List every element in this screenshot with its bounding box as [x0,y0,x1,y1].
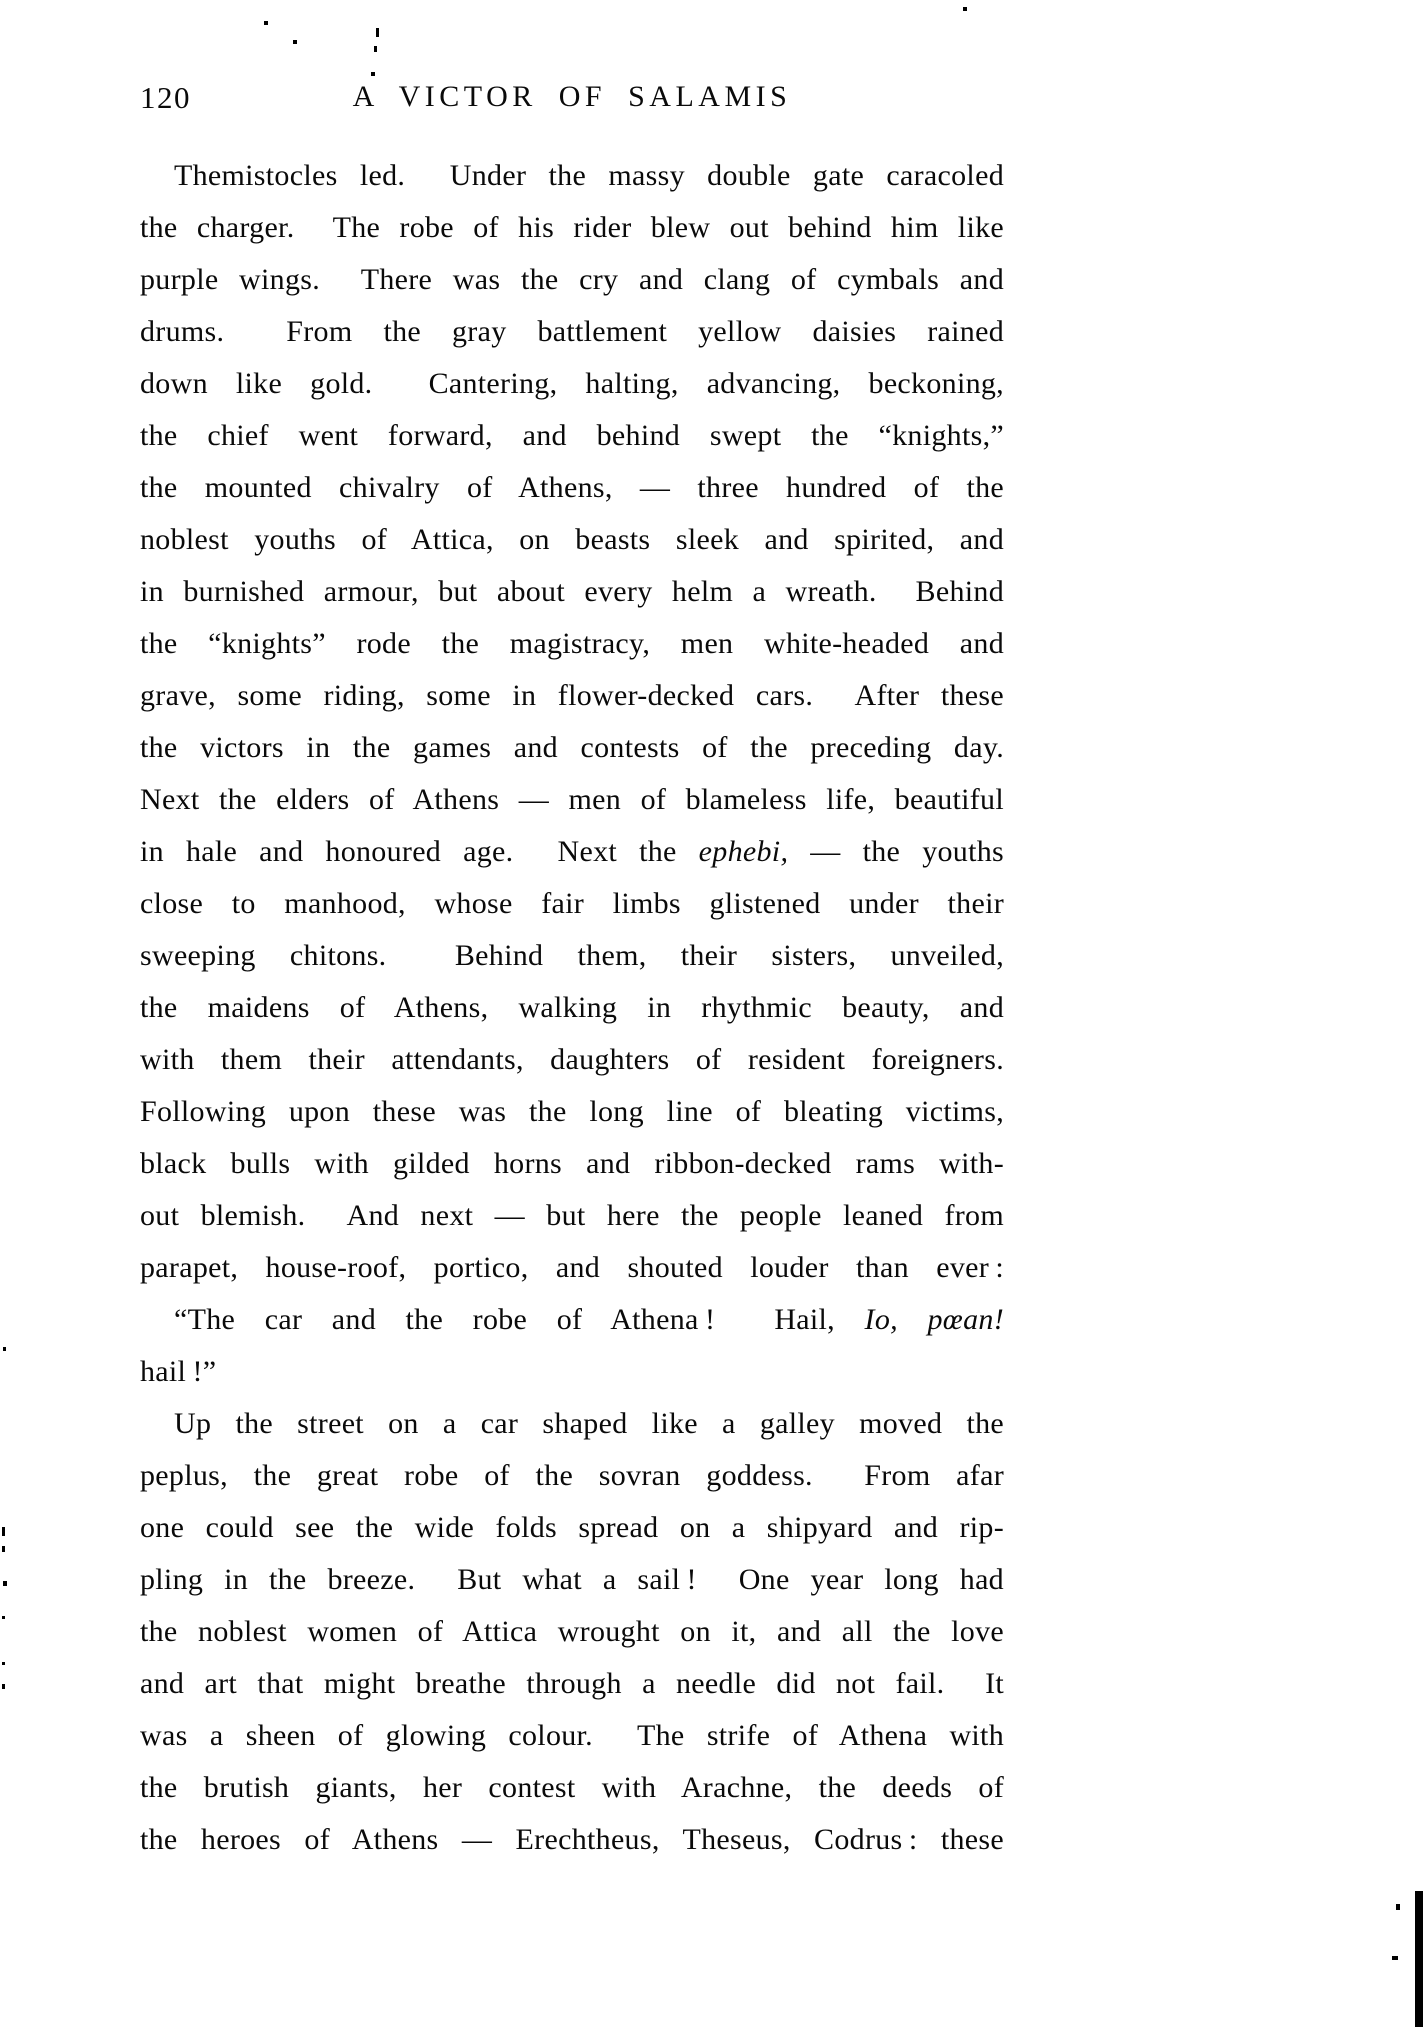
text-line [140,306,1004,358]
text-line [140,670,1004,722]
text-segment: Following upon these was the long line of bleating victims, [140,1095,1004,1128]
scan-speck [1396,1904,1400,1910]
text-segment: and art that might breathe through a needle did not fail. It [140,1667,1004,1700]
text-line [140,1554,1004,1606]
text-line [140,826,1004,878]
text-segment: in hale and honoured age. Next the [140,835,699,868]
text-segment: sweeping chitons. Behind them, their sisters, unveiled, [140,939,1004,972]
text-segment: in burnished armour, but about every helm a wreath. Behind [140,575,1004,608]
text-segment: black bulls with gilded horns and ribbon-decked rams with- [140,1147,1004,1180]
scan-speck [264,21,268,25]
text-segment: the mounted chivalry of Athens, — three hundred of the [140,471,1004,504]
text-segment: “The car and the robe of Athena ! Hail, [174,1303,865,1336]
scan-speck [2,1662,5,1665]
page-number: 120 [140,80,191,115]
text-line [140,566,1004,618]
text-segment: the chief went forward, and behind swept the “knights,” [140,419,1004,452]
page-body [140,150,1004,1866]
text-line [140,462,1004,514]
scan-speck [963,7,967,11]
text-line [140,202,1004,254]
scan-speck [3,1347,6,1351]
text-line [140,1242,1004,1294]
text-segment: close to manhood, whose fair limbs glistened under their [140,887,1004,920]
italic-text-segment: Io, pœan! [864,1303,1004,1336]
scan-speck [374,46,377,52]
italic-text-segment: ephebi, [698,835,789,868]
text-line [140,1086,1004,1138]
scan-speck [376,28,379,37]
paragraph [140,1294,1004,1398]
text-line [140,1190,1004,1242]
scan-speck [2,1527,5,1536]
text-segment: drums. From the gray battlement yellow daisies rained [140,315,1004,348]
text-line [140,982,1004,1034]
text-line [140,1294,1004,1346]
scan-speck [1392,1956,1398,1960]
text-line [140,358,1004,410]
text-line [140,1138,1004,1190]
text-segment: peplus, the great robe of the sovran goddess. From afar [140,1459,1004,1492]
text-line [140,1034,1004,1086]
text-segment: with them their attendants, daughters of resident foreigners. [140,1043,1004,1076]
scan-speck [2,1546,5,1552]
text-segment: grave, some riding, some in flower-decked cars. After these [140,679,1004,712]
running-title: A VICTOR OF SALAMIS [352,80,792,113]
text-line [140,410,1004,462]
text-line [140,930,1004,982]
text-line [140,618,1004,670]
scan-speck [371,72,375,76]
text-segment: the victors in the games and contests of the preceding day. [140,731,1004,764]
text-line [140,1450,1004,1502]
text-line [140,1502,1004,1554]
text-segment: — the youths [788,835,1005,868]
text-segment: one could see the wide folds spread on a shipyard and rip- [140,1511,1004,1544]
text-segment: hail !” [140,1355,217,1388]
text-segment: the charger. The robe of his rider blew out behind him like [140,211,1004,244]
text-segment: the heroes of Athens — Erechtheus, Theseus, Codrus : these [140,1823,1004,1856]
scan-edge-bar [1415,1891,1423,2027]
text-line [140,514,1004,566]
text-line [140,878,1004,930]
text-line [140,1710,1004,1762]
text-segment: parapet, house-roof, portico, and shouted louder than ever : [140,1251,1004,1284]
paragraph [140,150,1004,1294]
text-segment: Themistocles led. Under the massy double gate caracoled [174,159,1004,192]
text-segment: out blemish. And next — but here the people leaned from [140,1199,1004,1232]
text-line [140,722,1004,774]
scan-speck [293,40,297,44]
text-segment: the brutish giants, her contest with Arachne, the deeds of [140,1771,1004,1804]
text-line [140,774,1004,826]
scan-speck [2,1684,5,1689]
text-line [140,1606,1004,1658]
text-line [140,1398,1004,1450]
text-line [140,1814,1004,1866]
scan-speck [3,1581,7,1586]
text-line [140,1762,1004,1814]
text-segment: Next the elders of Athens — men of blameless life, beautiful [140,783,1004,816]
text-segment: noblest youths of Attica, on beasts sleek and spirited, and [140,523,1004,556]
text-segment: Up the street on a car shaped like a galley moved the [174,1407,1004,1440]
text-segment: down like gold. Cantering, halting, advancing, beckoning, [140,367,1004,400]
text-line [140,1346,1004,1398]
text-line [140,1658,1004,1710]
text-segment: purple wings. There was the cry and clang of cymbals and [140,263,1004,296]
text-segment: the maidens of Athens, walking in rhythmic beauty, and [140,991,1004,1024]
text-segment: pling in the breeze. But what a sail ! One year long had [140,1563,1004,1596]
scan-speck [2,1616,5,1619]
text-line [140,254,1004,306]
text-segment: the “knights” rode the magistracy, men white-headed and [140,627,1004,660]
paragraph [140,1398,1004,1866]
text-line [140,150,1004,202]
text-segment: was a sheen of glowing colour. The strife of Athena with [140,1719,1004,1752]
page-header [140,80,1004,120]
text-segment: the noblest women of Attica wrought on it, and all the love [140,1615,1004,1648]
